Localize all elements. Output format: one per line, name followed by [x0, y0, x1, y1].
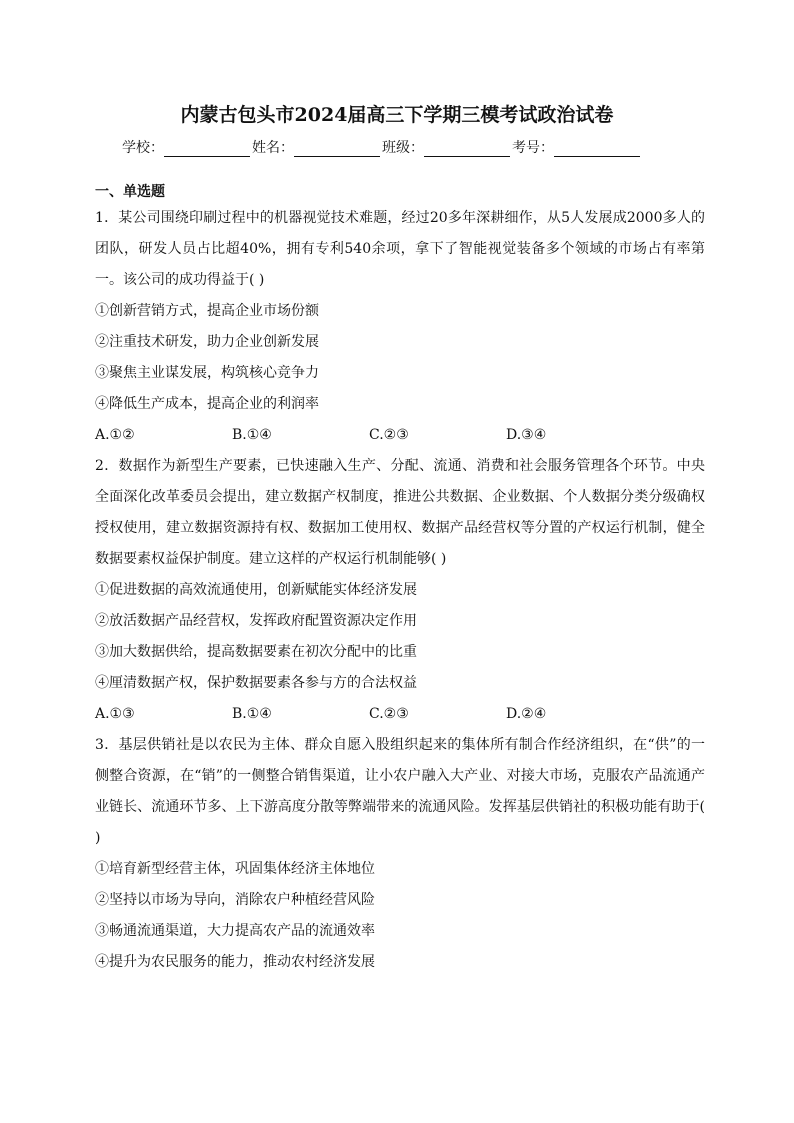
choice-a[interactable]: A.①②: [95, 427, 135, 443]
name-label: 姓名：: [252, 140, 294, 156]
answer-choices: [95, 420, 705, 451]
question-stem: 1．某公司围绕印刷过程中的机器视觉技术难题，经过20多年深耕细作，从5人发展成2000多人的团队，研发人员占比超40%，拥有专利540余项，拿下了智能视觉装备多个领域的市场占有率第一。该公司的成功得益于( ): [95, 210, 705, 288]
statement-option: ④提升为农民服务的能力，推动农村经济发展: [95, 954, 375, 970]
student-info-row: [122, 137, 642, 157]
statement-option: ②坚持以市场为导向，消除农户种植经营风险: [95, 892, 375, 908]
statement-option: ④降低生产成本，提高企业的利润率: [95, 396, 319, 412]
choice-a[interactable]: A.①③: [95, 706, 135, 722]
question-stem: 3．基层供销社是以农民为主体、群众自愿入股组织起来的集体所有制合作经济组织，在“供”的一侧整合资源，在“销”的一侧整合销售渠道，让小农户融入大产业、对接大市场，克服农产品流通产业链长、流通环节多、上下游高度分散等弊端带来的流通风险。发挥基层供销社的积极功能有助于( ): [95, 737, 705, 846]
answer-choices: [95, 699, 705, 730]
question-3: [95, 730, 705, 978]
statement-option: ③聚焦主业谋发展，构筑核心竞争力: [95, 365, 319, 381]
statement-option: ④厘清数据产权，保护数据要素各参与方的合法权益: [95, 675, 417, 691]
class-blank[interactable]: [424, 142, 510, 157]
statement-option: ③畅通流通渠道，大力提高农产品的流通效率: [95, 923, 375, 939]
exam-number-label: 考号：: [512, 140, 554, 156]
choice-b[interactable]: B.①④: [232, 706, 272, 722]
choice-d[interactable]: D.②④: [506, 706, 547, 722]
school-blank[interactable]: [164, 142, 250, 157]
choice-d[interactable]: D.③④: [506, 427, 547, 443]
choice-c[interactable]: C.②③: [369, 706, 409, 722]
statement-option: ②放活数据产品经营权，发挥政府配置资源决定作用: [95, 613, 417, 629]
choice-c[interactable]: C.②③: [369, 427, 409, 443]
statement-option: ②注重技术研发，助力企业创新发展: [95, 334, 319, 350]
school-label: 学校：: [122, 140, 164, 156]
class-label: 班级：: [382, 140, 424, 156]
exam-content: [95, 181, 705, 978]
section-title: 一、单选题: [95, 184, 165, 200]
statement-option: ③加大数据供给，提高数据要素在初次分配中的比重: [95, 644, 417, 660]
choice-b[interactable]: B.①④: [232, 427, 272, 443]
statement-option: ①创新营销方式，提高企业市场份额: [95, 303, 319, 319]
statement-option: ①促进数据的高效流通使用，创新赋能实体经济发展: [95, 582, 417, 598]
question-2: [95, 451, 705, 730]
question-1: [95, 203, 705, 451]
name-blank[interactable]: [294, 142, 380, 157]
exam-number-blank[interactable]: [554, 142, 640, 157]
statement-option: ①培育新型经营主体，巩固集体经济主体地位: [95, 861, 375, 877]
exam-title: 内蒙古包头市2024届高三下学期三模考试政治试卷: [180, 104, 614, 126]
question-stem: 2．数据作为新型生产要素，已快速融入生产、分配、流通、消费和社会服务管理各个环节。中央全面深化改革委员会提出，建立数据产权制度，推进公共数据、企业数据、个人数据分类分级确权授权使用，建立数据资源持有权、数据加工使用权、数据产品经营权等分置的产权运行机制，健全数据要素权益保护制度。建立这样的产权运行机制能够( ): [95, 458, 705, 567]
